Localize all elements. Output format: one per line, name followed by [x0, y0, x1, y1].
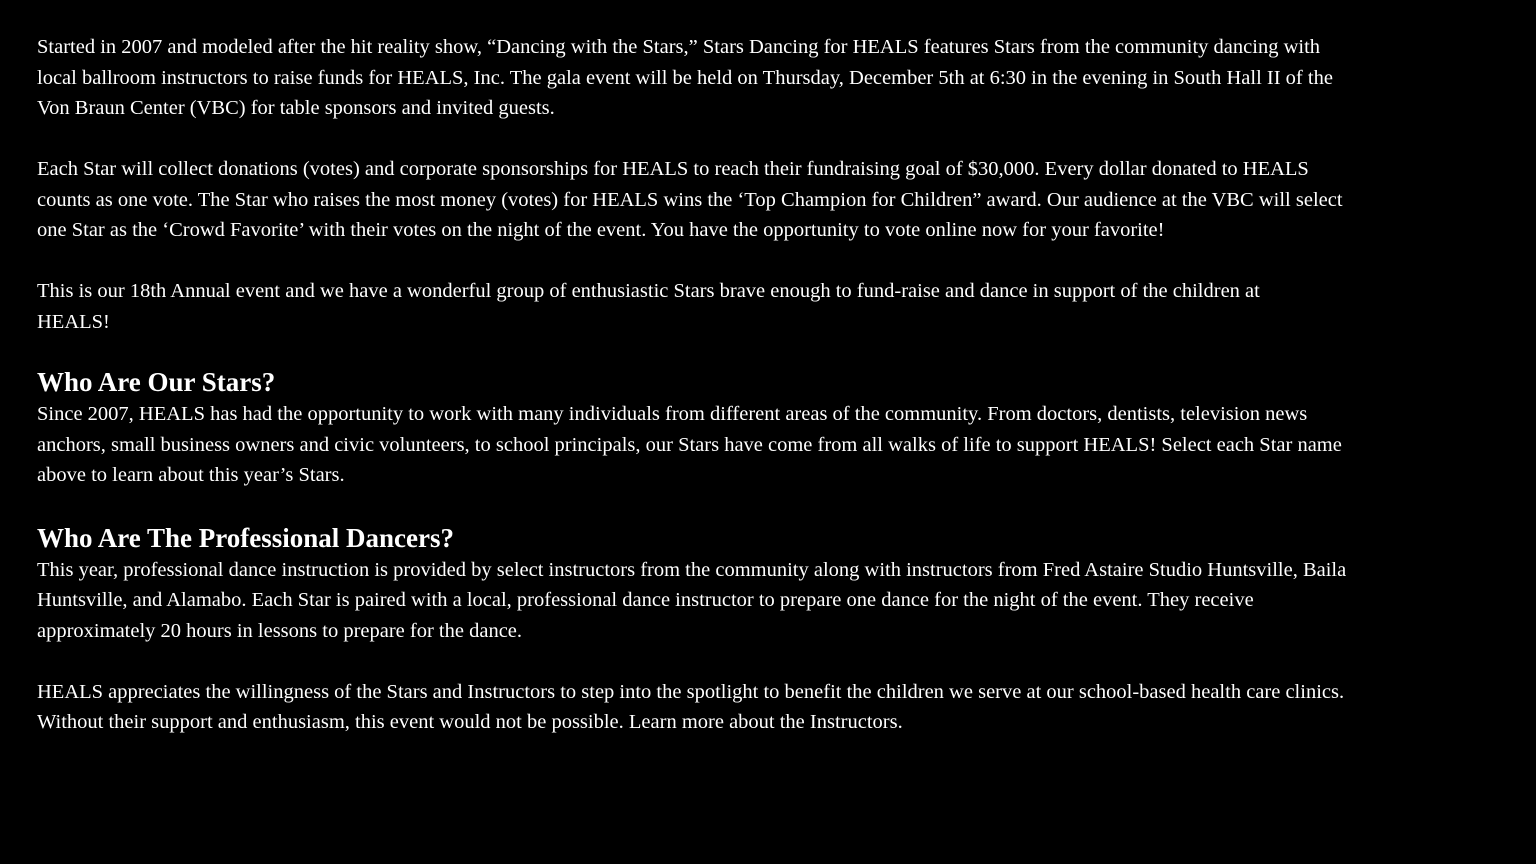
paragraph-gap: [37, 246, 1517, 277]
text-line: one Star as the ‘Crowd Favorite’ with their votes on the night of the event. You have the opportunity to vote online now for your favorite!: [37, 219, 1165, 241]
stars-paragraph: [37, 399, 1517, 491]
paragraph-gap: [37, 124, 1517, 155]
annual-paragraph: [37, 276, 1517, 337]
votes-paragraph: [37, 154, 1517, 246]
closing-paragraph: [37, 677, 1517, 738]
text-line: Started in 2007 and modeled after the hit reality show, “Dancing with the Stars,” Stars Dancing for HEALS features Stars from the community dancing with: [37, 36, 1321, 58]
dancers-heading: Who Are The Professional Dancers?: [37, 522, 454, 553]
intro-paragraph: [37, 32, 1517, 124]
text-line: Since 2007, HEALS has had the opportunity to work with many individuals from different areas of the community. From doctors, dentists, television news: [37, 403, 1308, 425]
text-line: HEALS!: [37, 310, 110, 333]
text-line: This is our 18th Annual event and we have a wonderful group of enthusiastic Stars brave enough to fund-raise and dance in support of the children at: [37, 280, 1260, 302]
text-line: This year, professional dance instruction is provided by select instructors from the community along with instructors from Fred Astaire Studio Huntsville, Baila: [37, 558, 1347, 581]
text-line: approximately 20 hours in lessons to prepare for the dance.: [37, 619, 523, 642]
text-line: above to learn about this year’s Stars.: [37, 464, 345, 486]
text-line: Von Braun Center (VBC) for table sponsors and invited guests.: [37, 97, 555, 119]
text-line: HEALS appreciates the willingness of the Stars and Instructors to step into the spotlight to benefit the children we serve at our school-based health care clinics.: [37, 680, 1345, 703]
paragraph-gap: [37, 491, 1517, 521]
page-content: [37, 32, 1517, 738]
text-line: Without their support and enthusiasm, this event would not be possible. Learn more about the Instructors.: [37, 711, 903, 733]
text-line: anchors, small business owners and civic volunteers, to school principals, our Stars have come from all walks of life to support HEALS! Select each Star name: [37, 433, 1342, 456]
text-line: local ballroom instructors to raise funds for HEALS, Inc. The gala event will be held on Thursday, December 5th at 6:30 in the evening in South Hall II of the: [37, 66, 1333, 89]
paragraph-gap: [37, 646, 1517, 677]
dancers-paragraph: [37, 555, 1517, 647]
stars-heading: Who Are Our Stars?: [37, 367, 276, 397]
text-line: Huntsville, and Alamabo. Each Star is paired with a local, professional dance instructor to prepare one dance for the night of the event. They receive: [37, 589, 1254, 611]
paragraph-gap: [37, 337, 1517, 365]
text-line: counts as one vote. The Star who raises the most money (votes) for HEALS wins the ‘Top Champion for Children” award. Our audience at the VBC will select: [37, 188, 1343, 211]
text-line: Each Star will collect donations (votes) and corporate sponsorships for HEALS to reach their fundraising goal of $30,000. Every dollar donated to HEALS: [37, 158, 1309, 180]
